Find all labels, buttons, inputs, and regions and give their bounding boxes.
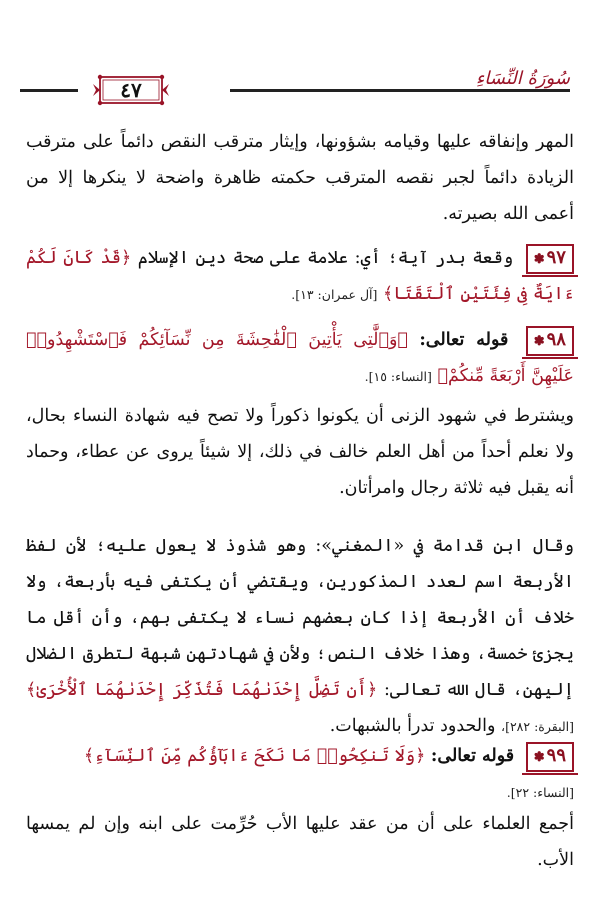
page-number: ٤٧ (120, 78, 142, 102)
note-number-badge (526, 742, 574, 772)
verse-reference: [البقرة: ٢٨٢]، (501, 719, 574, 734)
paragraph-text: والحدود تدرأ بالشبهات. (329, 716, 496, 736)
header-rule-right (230, 89, 570, 92)
note-98-paragraph-2 (26, 528, 574, 745)
note-98-paragraph-1: ويشترط في شهود الزنى أن يكونوا ذكوراً ولا تصح فيه شهادة النساء بحال، ولا نعلم أحداً من أهل العلم خالف في ذلك، إلا شيئاً يروى عن عطاء، وحماد أنه يقبل فيه ثلاثة رجال وامرأتان. (26, 406, 574, 498)
note-number-badge (526, 244, 574, 274)
note-number: ٩٧ (546, 247, 566, 268)
note-99 (26, 738, 574, 774)
page-header (0, 58, 602, 114)
intro-paragraph: المهر وإنفاقه عليها وقيامه بشؤونها، وإيثار مترقب النقص دائماً على مترقب الزيادة دائماً لجبر نقصه المترقب حكمته ظاهرة واضحة لا ينكرها إلا من أعمى الله بصيرته. (26, 132, 574, 224)
note-number-badge (526, 326, 574, 356)
quran-verse: ﴿أَن تَضِلَّ إِحْدَىٰهُمَا فَتُذَكِّرَ إِحْدَىٰهُمَا ٱلْأُخْرَىٰ﴾ (26, 680, 378, 700)
verse-reference: [آل عمران: ١٣]. (291, 287, 378, 302)
verse-reference: [النساء: ٢٢]. (506, 785, 574, 800)
quran-verse: ﴿وَلَا تَنكِحُوا۟ مَا نَكَحَ ءَابَآؤُكُم مِّنَ ٱلنِّسَآءِ﴾ (83, 746, 426, 766)
star-icon: ✽ (533, 334, 545, 349)
surah-title: سُورَةُ النِّسَاءِ (475, 68, 570, 89)
note-97 (26, 240, 574, 313)
note-label: قوله تعالى: (419, 330, 509, 350)
note-99-paragraph: أجمع العلماء على أن من عقد عليها الأب حُرِّمت على ابنه وإن لم يمسها الأب. (26, 814, 574, 870)
note-98 (26, 322, 574, 395)
note-text: وقعة بدر آية؛ أي: علامة على صحة دين الإسلام (137, 248, 514, 268)
quran-verse: ﴿وَٱلَّٰتِى يَأْتِينَ ٱلْفَٰحِشَةَ مِن نِّسَآئِكُمْ فَٱسْتَشْهِدُوا۟ عَلَيْهِنَّ أَرْبَعَةً مِّنكُمْ﴾ (26, 330, 574, 386)
quran-verse: ﴿قَدْ كَانَ لَكُمْ ءَايَةٌ فِى فِئَتَيْنِ ٱلْتَقَتَا﴾ (26, 248, 574, 304)
page-number-frame (92, 74, 170, 106)
header-rule-left (20, 89, 78, 92)
star-icon: ✽ (533, 252, 545, 267)
verse-reference: [النساء: ١٥]. (364, 369, 432, 384)
note-number: ٩٩ (546, 745, 566, 766)
note-number: ٩٨ (546, 329, 566, 350)
paragraph-text: وقال ابن قدامة في «المغني»: وهو شذوذ لا يعول عليه؛ لأن لفظ الأربعة اسم لعدد المذكورين، ويقتضي أن يكتفى فيه بأربعة، ولا خلاف أن الأربعة إذا كان بعضهم نساء لا يكتفى بهم، وأن أقل ما يجزئ خمسة، وهذا خلاف النص؛ ولأن في شهادتهن شبهة لتطرق الضلال إليهن، قال الله تعالى: (26, 536, 574, 700)
note-label: قوله تعالى: (430, 746, 515, 766)
star-icon: ✽ (533, 750, 545, 765)
